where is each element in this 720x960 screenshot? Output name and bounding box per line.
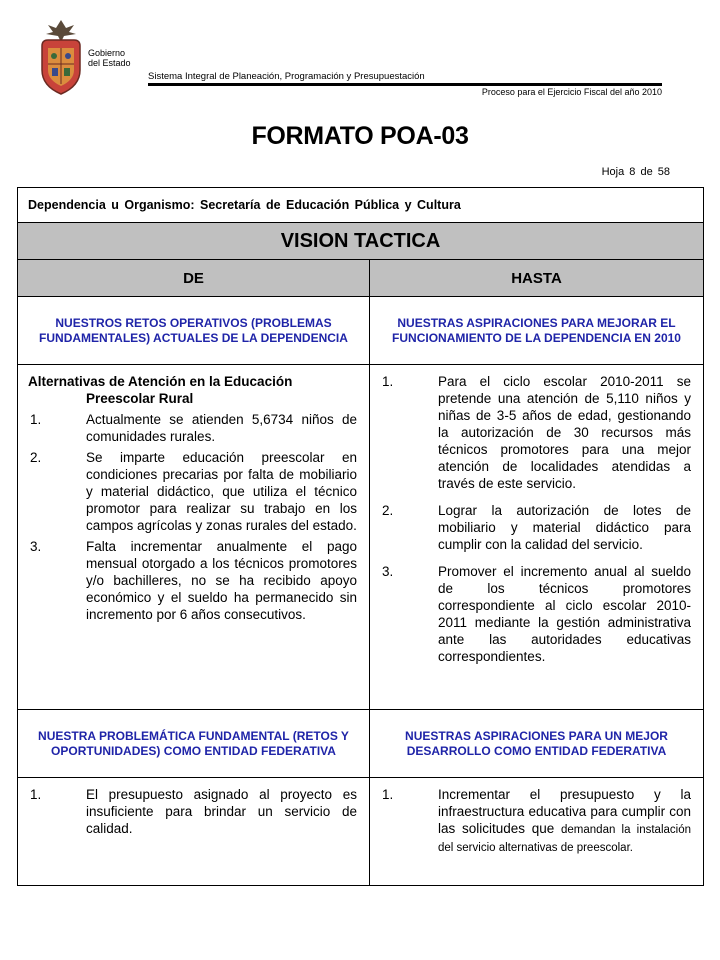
section1-right-header: NUESTRAS ASPIRACIONES PARA MEJORAR EL FUNCIONAMIENTO DE LA DEPENDENCIA EN 2010: [370, 297, 704, 365]
item-number: 2.: [382, 503, 394, 518]
header-rule: [148, 83, 662, 86]
column-header-row: [18, 260, 704, 297]
list-item: [28, 538, 357, 623]
item-text: Promover el incremento anual al sueldo de los técnicos promotores correspondiente al ciclo escolar 2010-2011 mediante la gestión administrativa ante las autoridades educativas correspondientes.: [438, 564, 692, 664]
section1-header-row: [18, 297, 704, 365]
item-text: El presupuesto asignado al proyecto es insuficiente para brindar un servicio de calidad.: [86, 787, 357, 836]
gov-line-2: del Estado: [88, 58, 131, 68]
left-subtitle-2: Preescolar Rural: [86, 391, 194, 406]
page-title: FORMATO POA-03: [251, 122, 469, 150]
list-item: [380, 786, 691, 856]
item-text: [438, 786, 691, 856]
gov-line-1: Gobierno: [88, 48, 126, 58]
vision-row: [18, 223, 704, 260]
item-text-a: Incrementar el presupuesto y la infraestructura educativa para cumplir con las solicitudes que: [438, 787, 692, 836]
item-number: 3.: [382, 564, 394, 579]
item-text: Falta incrementar anualmente el pago mensual otorgado a los técnicos promotores y/o bachilleres, no se ha recibido apoyo económico y el sueldo ha permanecido sin incremento por 6 años consecutivos.: [86, 539, 357, 622]
system-name: Sistema Integral de Planeación, Programación y Presupuestación: [148, 71, 425, 82]
list-item: [380, 373, 691, 492]
government-label: [88, 48, 131, 68]
section2-left-content: [18, 778, 370, 886]
item-text: Para el ciclo escolar 2010-2011 se pretende una atención de 5,110 niños y niñas de 3-5 años de edad, gestionando la autorización de 30 recursos más técnicos promotores para una mejor atención de localidades atendidas a través de este servicio.: [438, 374, 692, 491]
list-item: [28, 449, 357, 534]
item-number: 1.: [30, 787, 42, 802]
item-number: 1.: [382, 374, 394, 389]
section2-header-row: [18, 710, 704, 778]
item-number: 3.: [30, 539, 42, 554]
vision-title: VISION TACTICA: [18, 223, 704, 260]
column-from: DE: [18, 260, 370, 297]
section2-content-row: [18, 778, 704, 886]
list-item: [380, 502, 691, 553]
item-number: 2.: [30, 450, 42, 465]
section1-left-header: NUESTROS RETOS OPERATIVOS (PROBLEMAS FUNDAMENTALES) ACTUALES DE LA DEPENDENCIA: [18, 297, 370, 365]
item-text: Se imparte educación preescolar en condiciones precarias por falta de mobiliario y material didáctico, que utiliza el técnico promotor para realizar su trabajo en los campos agrícolas y zonas rurales del estado.: [86, 450, 357, 533]
item-number: 1.: [382, 787, 394, 802]
poa-table: [17, 187, 704, 886]
item-number: 1.: [30, 412, 42, 427]
list-item: [380, 563, 691, 665]
section2-right-header: NUESTRAS ASPIRACIONES PARA UN MEJOR DESARROLLO COMO ENTIDAD FEDERATIVA: [370, 710, 704, 778]
item-text: Actualmente se atienden 5,6734 niños de comunidades rurales.: [86, 412, 357, 444]
process-label: Proceso para el Ejercicio Fiscal del año 2010: [481, 87, 662, 97]
column-to: HASTA: [370, 260, 704, 297]
sheet-number: Hoja 8 de 58: [601, 166, 670, 178]
section1-content-row: [18, 365, 704, 710]
section1-right-content: [370, 365, 704, 710]
list-item: [28, 786, 357, 837]
left-subtitle-1: Alternativas de Atención en la Educación: [28, 374, 293, 389]
dependency-label: Dependencia u Organismo: Secretaría de Educación Pública y Cultura: [18, 188, 704, 223]
item-text-b: demandan la instalación del servicio alternativas de preescolar.: [438, 824, 692, 854]
state-seal-icon: [36, 18, 86, 98]
section2-left-header: NUESTRA PROBLEMÁTICA FUNDAMENTAL (RETOS Y OPORTUNIDADES) COMO ENTIDAD FEDERATIVA: [18, 710, 370, 778]
dependency-row: [18, 188, 704, 223]
item-text: Lograr la autorización de lotes de mobiliario y material didáctico para cumplir con la calidad del servicio.: [438, 503, 692, 552]
section2-right-content: [370, 778, 704, 886]
section1-left-content: [18, 365, 370, 710]
list-item: [28, 411, 357, 445]
